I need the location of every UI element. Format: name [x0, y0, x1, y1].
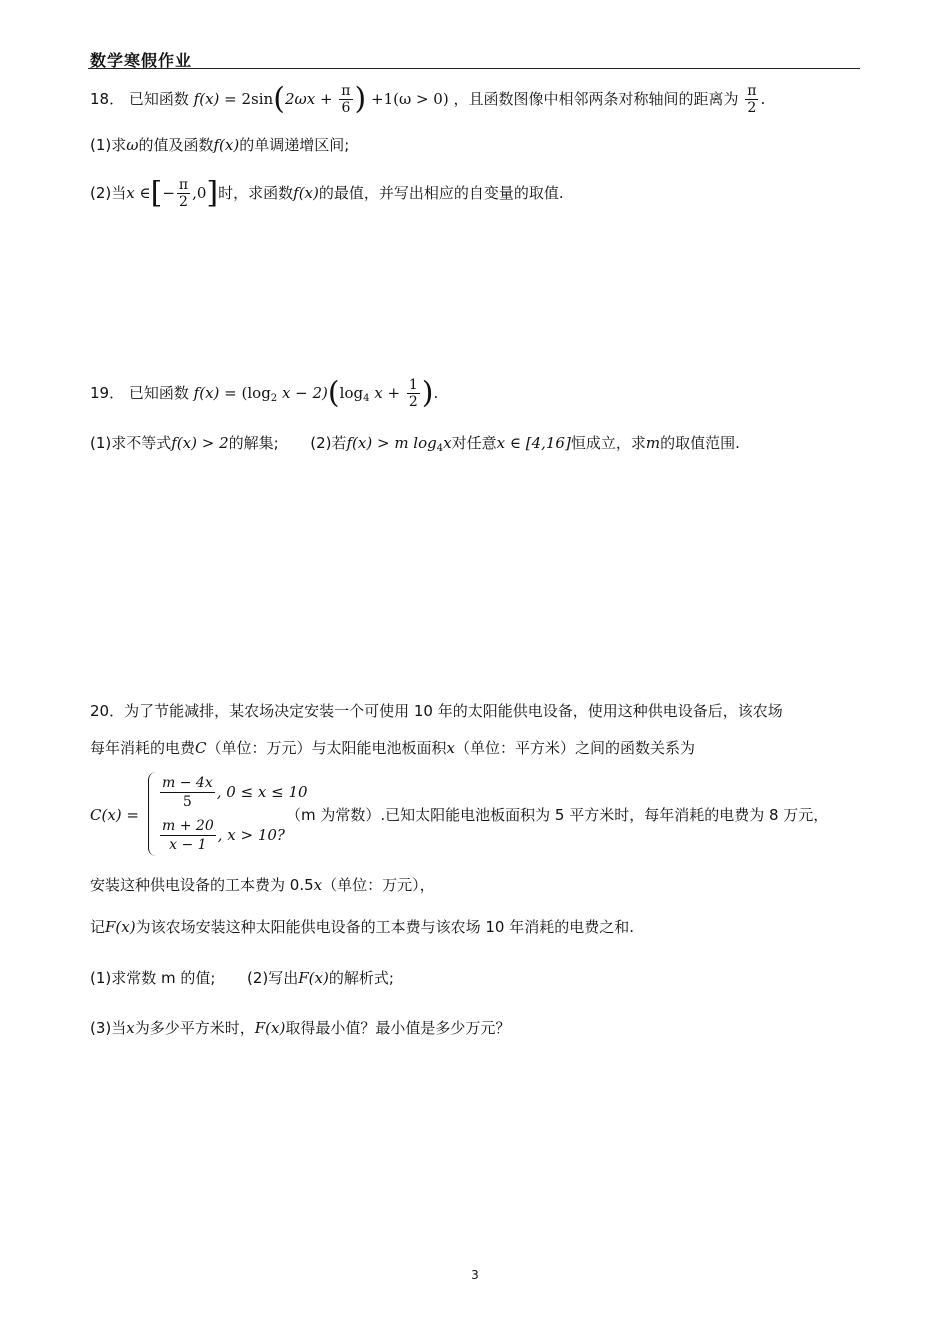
q18-p2-prefix: (2)当 [90, 184, 127, 202]
q18-pi-num: π [341, 83, 351, 99]
q19-period: . [433, 384, 439, 402]
page-number: 3 [471, 1268, 479, 1282]
q20-x: x [446, 739, 455, 757]
q20-line5a: 记 [90, 918, 106, 936]
q19-p2-end: 的取值范围. [660, 434, 740, 452]
q18-number: 18． [90, 90, 125, 108]
q20-line2b: （单位：万元）与太阳能电池板面积 [206, 739, 447, 757]
q19-p2-mid: 对任意 [451, 434, 497, 452]
q19-expr3: x + [374, 384, 401, 402]
q19-statement: 19． 已知函数 $f(x) = (\log_2$ $x - 2)(\log_4$ x + $\frac{1}{2}$ ). [90, 375, 439, 411]
header-divider [88, 68, 860, 69]
q18-p1-suffix: 的单调递增区间; [239, 136, 350, 154]
q20-line4a: 安装这种供电设备的工本费为 0.5 [90, 876, 314, 894]
q20-case1 [158, 775, 308, 810]
q20-case1-num: m − 4x [162, 775, 213, 791]
q20-Cx-label [90, 808, 139, 823]
q20-p3-Fx: F(x) [254, 1019, 286, 1037]
q19-p1-suffix: 的解集; [228, 434, 279, 452]
q20-p2a: (2)写出 [247, 969, 299, 987]
q19-m: m [645, 434, 661, 452]
q18-eq-start: = 2sin [224, 90, 274, 108]
q18-zero: ,0 [192, 184, 207, 202]
q19-log4: log [339, 384, 364, 402]
q20-line5 [90, 920, 634, 935]
q19-lead: 已知函数 [128, 384, 189, 402]
q20-case1-den: 5 [182, 794, 192, 810]
q19-fx: f(x) [193, 384, 220, 402]
q19-one-half [407, 378, 420, 409]
q20-p3-x: x [126, 1019, 135, 1037]
q19-p2-prefix: (2)若 [310, 434, 347, 452]
q19-p2-ineq: f(x) > m log [346, 434, 437, 452]
q18-pi-over-6 [339, 84, 352, 115]
q18-p1-text: 的值及函数 [138, 136, 214, 154]
q20-case2-cond: , x > 10? [217, 826, 285, 844]
q19-two: 2 [408, 394, 418, 410]
q20-line2 [90, 741, 695, 756]
q20-line2c: （单位：平方米）之间的函数关系为 [454, 739, 695, 757]
q18-text: ，且函数图像中相邻两条对称轴间的距离为 [453, 90, 739, 108]
q18-pi-num-2: π [747, 83, 757, 99]
q20-line3: （m 为常数）.已知太阳能电池板面积为 5 平方米时，每年消耗的电费为 8 万元， [286, 806, 829, 824]
q20-case1-cond: , 0 ≤ x ≤ 10 [216, 783, 308, 801]
q18-neg-pi-over-2 [177, 178, 190, 209]
q18-part1 [90, 138, 349, 153]
q19-p2-range: x ∈ [4,16] [496, 434, 571, 452]
q18-p2-suffix: 的最值，并写出相应的自变量的取值. [318, 184, 564, 202]
q20-p3b: 为多少平方米时， [134, 1019, 255, 1037]
q20-parts12 [90, 971, 394, 986]
q20-part3 [90, 1021, 510, 1036]
q20-case2-frac [160, 818, 216, 853]
q18-p2-text: 时，求函数 [218, 184, 294, 202]
q19-p2-x: x [443, 434, 452, 452]
q20-line4 [90, 878, 435, 893]
page-header-title: 数学寒假作业 [90, 51, 193, 70]
q18-lead: 已知函数 [128, 90, 189, 108]
q20-case2-den: x − 1 [169, 837, 207, 853]
q18-x-in: x ∈ [126, 184, 151, 202]
q19-expr2: x − 2) [281, 384, 328, 402]
q18-neg: − [162, 184, 175, 202]
q19-expr1: = (log [224, 384, 271, 402]
q19-p1-ineq: f(x) > 2 [171, 434, 229, 452]
q18-period: . [760, 90, 766, 108]
q20-p3a: (3)当 [90, 1019, 127, 1037]
q19-number: 19． [90, 384, 125, 402]
q20-line5b: 为该农场安装这种太阳能供电设备的工本费与该农场 10 年消耗的电费之和. [135, 918, 634, 936]
q20-line4b: （单位：万元）， [322, 876, 435, 894]
q19-p2-sub4: 4 [436, 443, 444, 454]
q18-pi-over-2 [745, 84, 758, 115]
q20-p2-Fx: F(x) [298, 969, 329, 987]
q18-arg: 2ωx + [284, 90, 333, 108]
q18-tail: +1(ω > 0) [371, 90, 449, 108]
q20-case2-num: m + 20 [162, 818, 214, 834]
q18-p1-prefix: (1)求 [90, 136, 127, 154]
q20-Fx: F(x) [105, 918, 136, 936]
q20-line4-x: x [313, 876, 323, 894]
q18-two-den: 2 [747, 100, 757, 116]
q18-part2: (2)当x ∈[− $\frac{\pi}{2}$ ,0]时，求函数f(x)的最值，并写出相应的自变量的取值. [90, 175, 564, 211]
q18-six-den: 6 [341, 100, 351, 116]
q20-line1: 20．为了节能减排，某农场决定安装一个可使用 10 年的太阳能供电设备，使用这种供电设备后，该农场 [90, 702, 783, 720]
q18-two-den-2: 2 [179, 194, 188, 210]
q20-line2a: 每年消耗的电费 [90, 739, 196, 757]
q18-statement: 18． 已知函数 f(x) = 2sin(2ωx + $\frac{\pi}{6}$ ) +1(ω > 0) ，且函数图像中相邻两条对称轴间的距离为 $\frac{\pi}{2}$ . [90, 81, 766, 117]
q18-omega: ω [126, 136, 139, 154]
q20-p2b: 的解析式; [328, 969, 394, 987]
q19-one: 1 [408, 377, 418, 393]
q18-p1-fx: f(x) [213, 136, 240, 154]
q20-C: C [195, 739, 207, 757]
q18-p2-fx: f(x) [293, 184, 319, 202]
q18-pi-num-3: π [178, 177, 189, 193]
q19-parts [90, 436, 740, 454]
q20-p1: (1)求常数 m 的值; [90, 969, 216, 987]
q19-sub4: 4 [363, 393, 370, 404]
q19-p2-suffix: 恒成立，求 [570, 434, 646, 452]
q20-case2 [158, 818, 285, 853]
q20-Cx: C(x) = [90, 806, 139, 824]
q19-sub2: 2 [270, 393, 278, 404]
q20-case1-frac [160, 775, 215, 810]
q19-p1-prefix: (1)求不等式 [90, 434, 172, 452]
q20-p3c: 取得最小值？最小值是多少万元？ [285, 1019, 511, 1037]
q18-fx: f(x) [193, 90, 220, 108]
